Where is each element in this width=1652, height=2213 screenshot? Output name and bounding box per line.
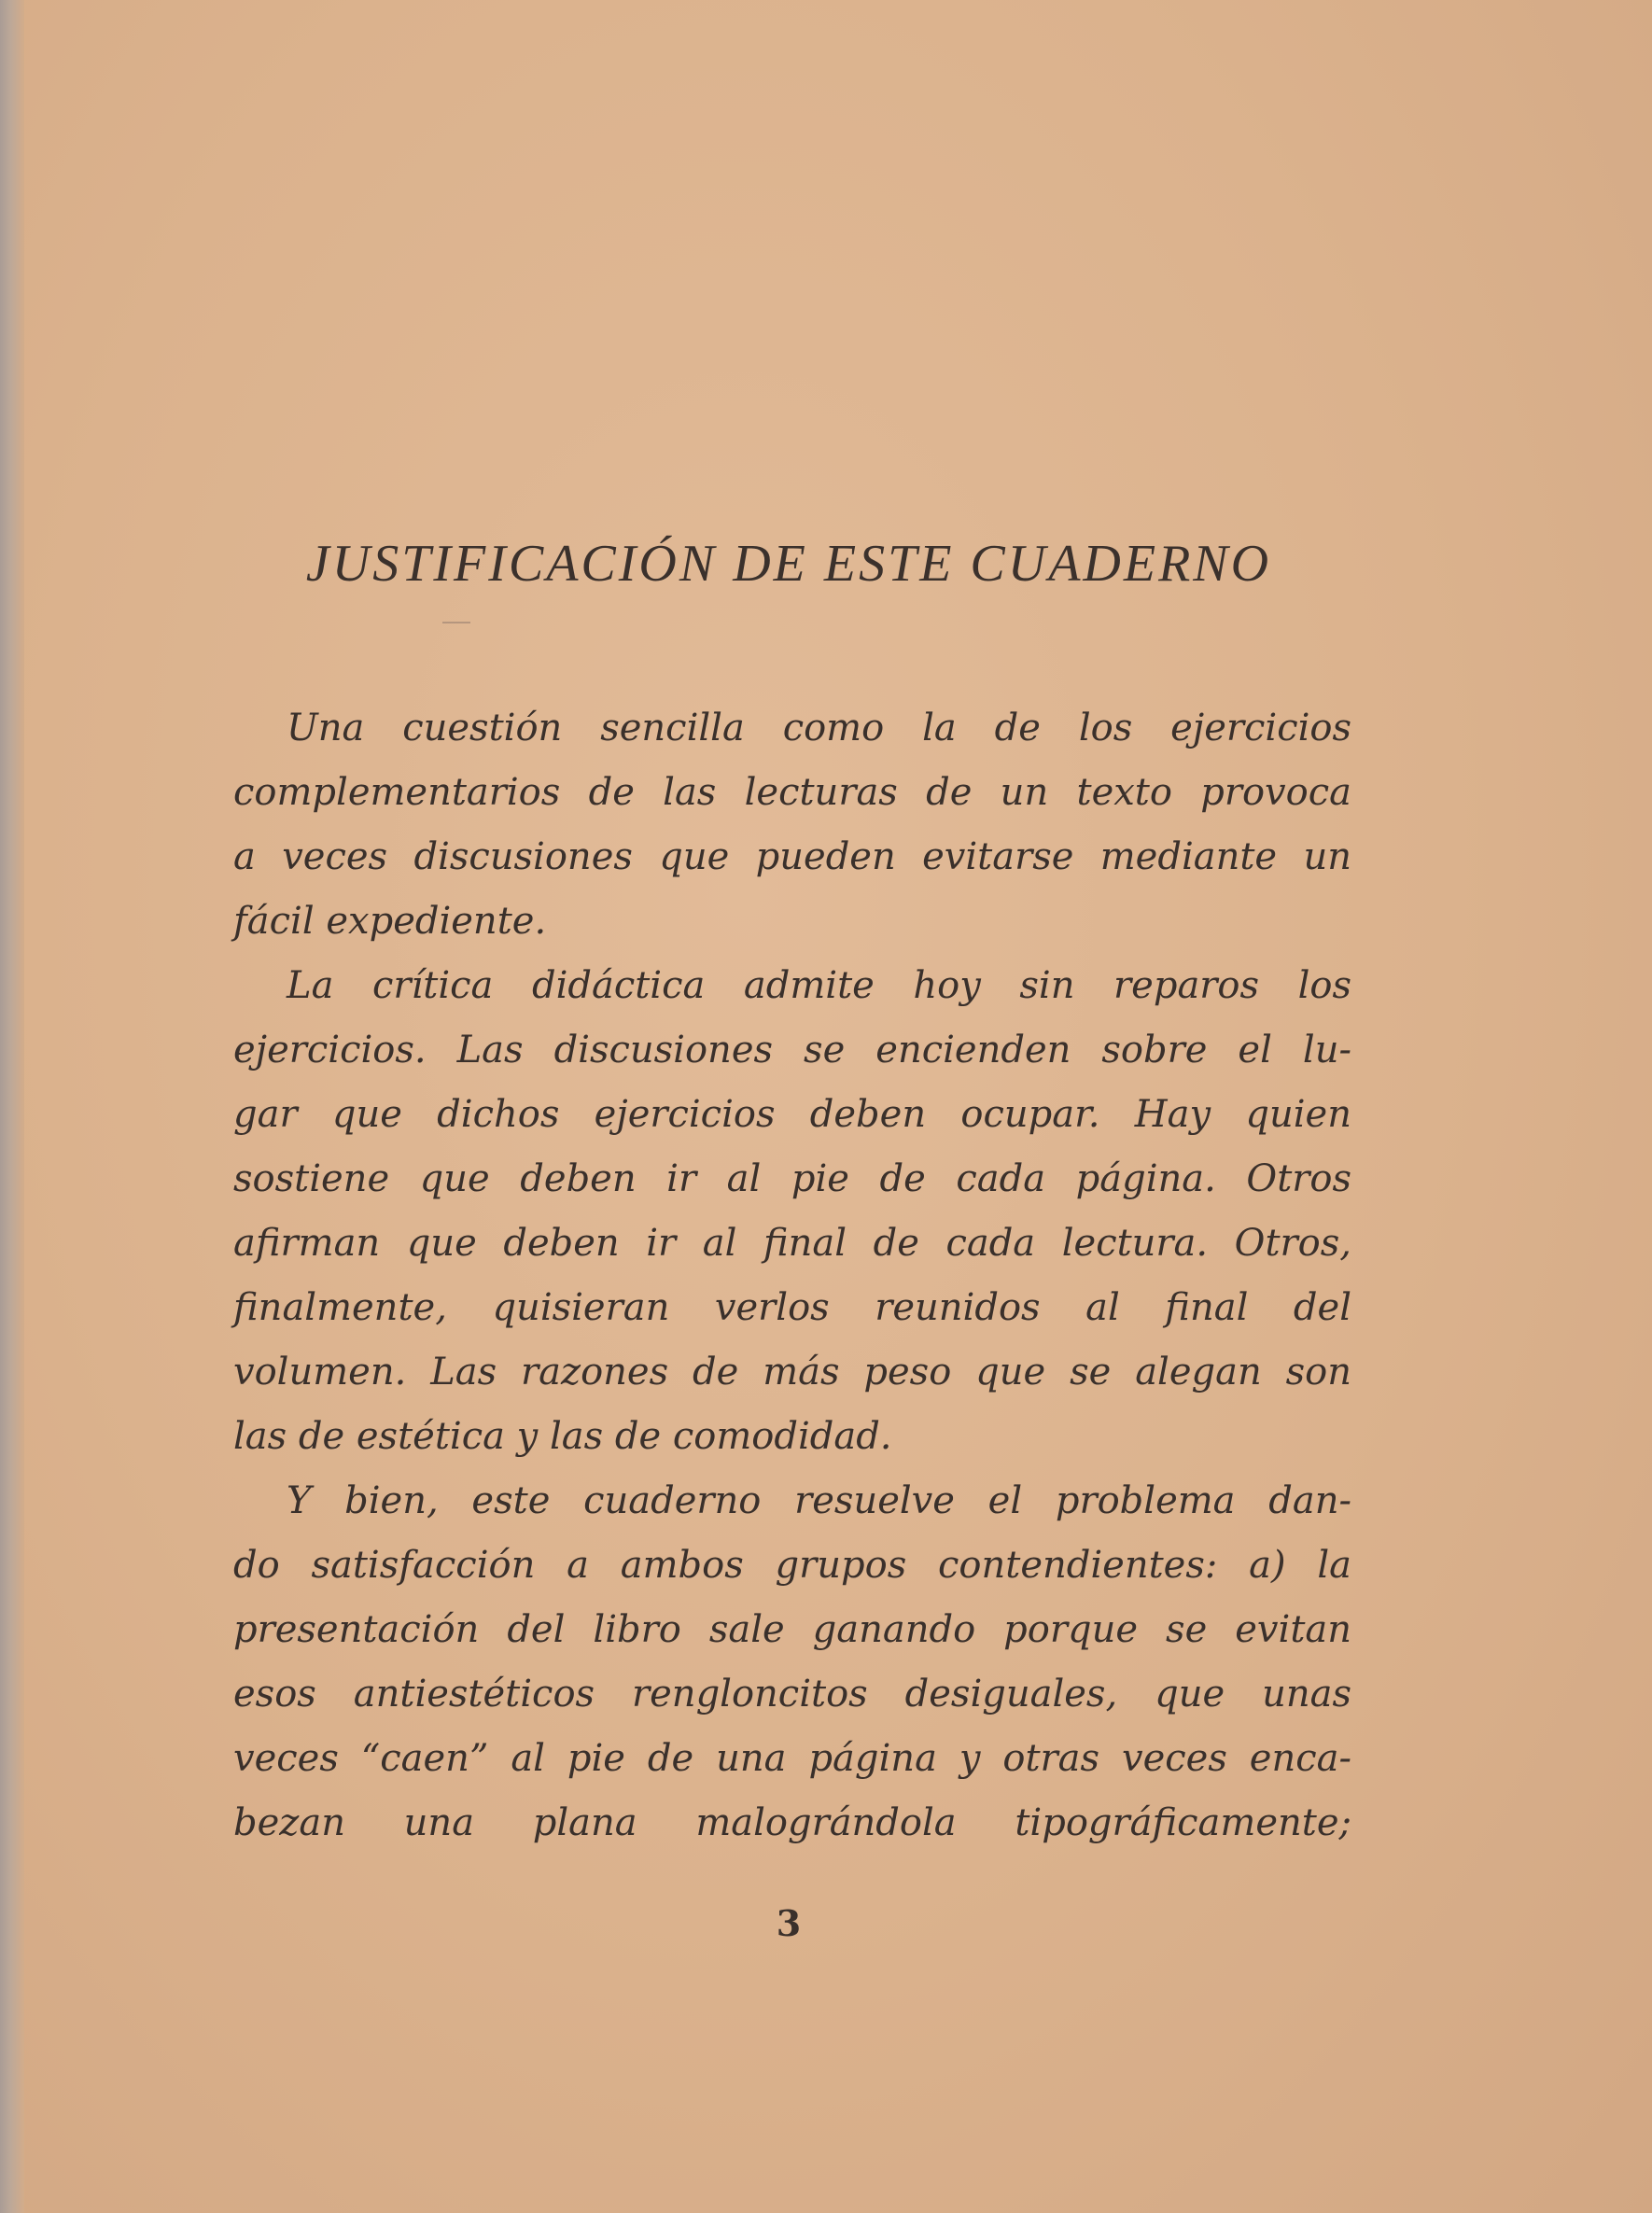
text-line: afirman que deben ir al final de cada lectura. Otros, (233, 1222, 1351, 1265)
text-line: complementarios de las lecturas de un texto provoca (233, 771, 1351, 814)
title-ornament-dash (442, 622, 470, 623)
text-line: presentación del libro sale ganando porque se evitan (233, 1608, 1351, 1651)
text-line: veces “caen” al pie de una página y otras veces enca- (233, 1737, 1351, 1780)
text-line: finalmente, quisieran verlos reunidos al final del (233, 1286, 1351, 1329)
text-line: Y bien, este cuaderno resuelve el problema dan- (287, 1479, 1351, 1522)
text-line: fácil expediente. (233, 900, 547, 943)
text-line: a veces discusiones que pueden evitarse mediante un (233, 835, 1351, 878)
text-line: las de estética y las de comodidad. (233, 1415, 892, 1458)
text-line: do satisfacción a ambos grupos contendientes: a) la (233, 1544, 1351, 1587)
page-number: 3 (776, 1902, 802, 1944)
page-title: JUSTIFICACIÓN DE ESTE CUADERNO (305, 535, 1272, 593)
text-line: volumen. Las razones de más peso que se alegan son (233, 1351, 1351, 1394)
text-line: sostiene que deben ir al pie de cada página. Otros (233, 1157, 1351, 1200)
text-line: Una cuestión sencilla como la de los ejercicios (287, 707, 1351, 749)
body-text (233, 696, 1351, 1856)
paragraph-2 (233, 954, 1351, 1469)
text-line: ejercicios. Las discusiones se encienden sobre el lu- (233, 1029, 1351, 1071)
paragraph-1 (233, 696, 1351, 954)
text-line: esos antiestéticos rengloncitos desiguales, que unas (233, 1673, 1351, 1716)
paragraph-3 (233, 1469, 1351, 1856)
text-line: bezan una plana malográndola tipográficamente; (233, 1801, 1351, 1844)
text-line: gar que dichos ejercicios deben ocupar. Hay quien (233, 1093, 1351, 1136)
text-line: La crítica didáctica admite hoy sin reparos los (287, 964, 1351, 1007)
page-binding-edge (0, 0, 24, 2213)
